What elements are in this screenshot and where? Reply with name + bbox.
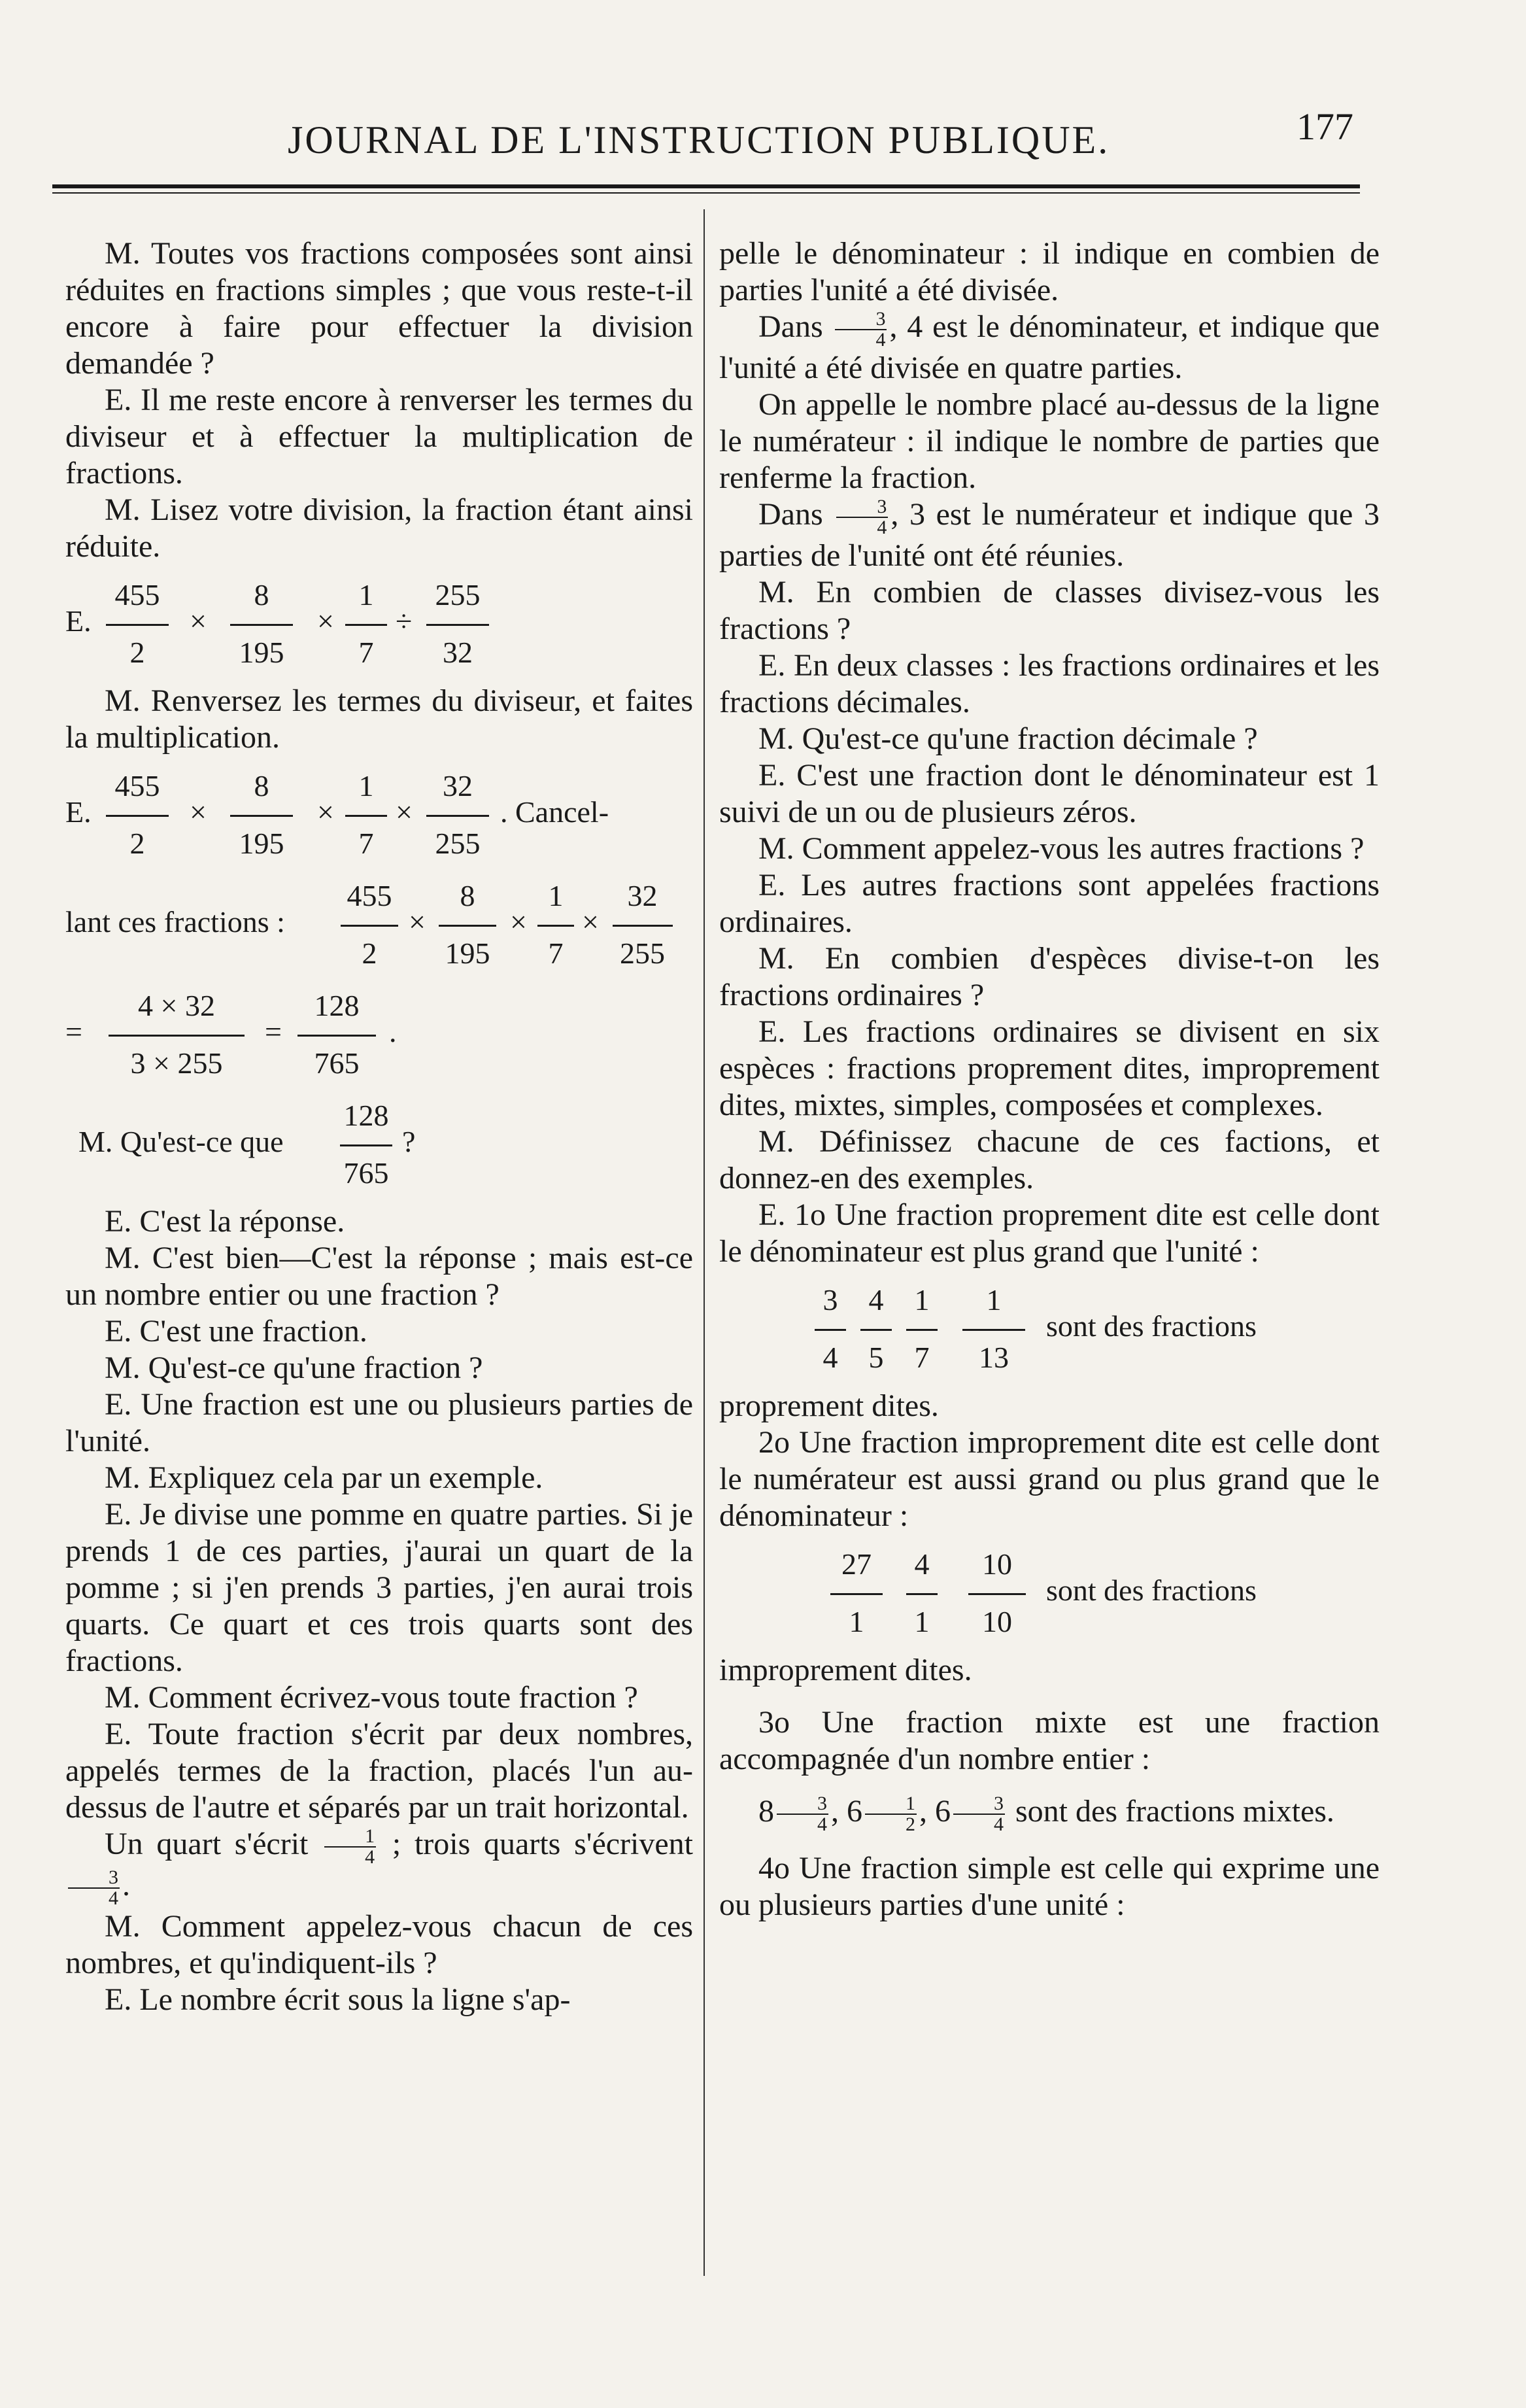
- fraction: 27 1: [824, 1546, 889, 1644]
- eq-lead: =: [65, 1015, 82, 1048]
- paragraph: M. Comment appelez-vous chacun de ces nombres, et qu'indiquent-ils ?: [65, 1908, 693, 1980]
- fraction: 4 5: [856, 1282, 896, 1380]
- operator: ×: [317, 795, 334, 829]
- text-run: sont des fractions mixtes.: [1015, 1793, 1334, 1829]
- fraction: 1 7: [902, 1282, 941, 1380]
- fraction: 128 765: [333, 1097, 399, 1195]
- text-run: , 4 est le dénominateur, et indique que l'unité a été divisée en quatre parties.: [719, 309, 1380, 385]
- paragraph: 2o Une fraction improprement dite est celle dont le numérateur est aussi grand ou plus grand que le dénominateur :: [719, 1424, 1380, 1533]
- example-improper-fractions: [719, 1546, 1380, 1644]
- eq-tail: sont des fractions: [1046, 1309, 1257, 1343]
- inline-fraction: $\frac{3}{4}$: [953, 1794, 1005, 1834]
- text-run: , 3 est le numérateur et indique que 3 parties de l'unité ont été réunies.: [719, 496, 1380, 573]
- paragraph: M. Qu'est-ce qu'une fraction ?: [105, 1350, 483, 1385]
- whole-number: 6: [847, 1793, 862, 1829]
- fraction: 4 1: [902, 1546, 941, 1644]
- paragraph: E. 1o Une fraction proprement dite est celle dont le dénominateur est plus grand que l'unité :: [719, 1197, 1380, 1269]
- text-run: ; trois quarts s'écrivent: [392, 1827, 694, 1861]
- operator: ×: [190, 795, 207, 829]
- fraction: 1 7: [340, 577, 392, 675]
- operator: ×: [396, 795, 413, 829]
- paragraph: proprement dites.: [719, 1388, 939, 1423]
- eq-lead: E.: [65, 604, 92, 638]
- right-column: [719, 235, 1380, 1923]
- column-separator: [704, 209, 705, 2276]
- paragraph: E. C'est la réponse.: [105, 1204, 345, 1239]
- eq-tail: sont des fractions: [1046, 1573, 1257, 1607]
- paragraph: improprement dites.: [719, 1652, 972, 1687]
- paragraph: M. En combien de classes divisez-vous les fractions ?: [719, 574, 1380, 646]
- inline-fraction: $\frac{1}{2}$: [865, 1794, 917, 1834]
- operator: ×: [190, 604, 207, 638]
- paragraph: E. C'est une fraction.: [105, 1314, 367, 1349]
- page-header: [59, 105, 1393, 177]
- fraction: 3 4: [811, 1282, 850, 1380]
- paragraph: E. Toute fraction s'écrit par deux nombres, appelés termes de la fraction, placés l'un au-dessus de l'autre et séparés par un trait horizontal.: [65, 1717, 693, 1825]
- fraction: 1 13: [955, 1282, 1033, 1380]
- paragraph: M. En combien d'espèces divise-t-on les fractions ordinaires ?: [719, 940, 1380, 1012]
- operator: ×: [510, 905, 527, 938]
- paragraph: [719, 309, 1380, 387]
- paragraph: M. Qu'est-ce qu'une fraction décimale ?: [758, 721, 1258, 756]
- fraction: 32 255: [605, 878, 680, 976]
- paragraph: M. C'est bien—C'est la réponse ; mais est-ce un nombre entier ou une fraction ?: [65, 1241, 693, 1312]
- operator: =: [265, 1015, 282, 1048]
- eq-lead: lant ces fractions :: [65, 905, 285, 938]
- paragraph: E. Je divise une pomme en quatre parties. Si je prends 1 de ces parties, j'aurai un quart de la pomme ; si j'en prends 3 parties, j'en aurai trois quarts. Ce quart et ces trois quarts sont des fractions.: [65, 1497, 693, 1678]
- inline-fraction: $\frac{3}{4}$: [835, 309, 887, 350]
- fraction: 455 2: [98, 577, 177, 675]
- header-rule-thin: [52, 192, 1360, 194]
- paragraph: M. Expliquez cela par un exemple.: [105, 1460, 543, 1495]
- fraction: 8 195: [222, 768, 301, 866]
- paragraph: M. Comment appelez-vous les autres fractions ?: [758, 831, 1365, 866]
- inline-fraction: $\frac{3}{4}$: [68, 1868, 120, 1908]
- header-rule-thick: [52, 184, 1360, 188]
- fraction: 8 195: [432, 878, 503, 976]
- eq-lead: E.: [65, 795, 92, 829]
- eq-tail: .: [389, 1015, 397, 1048]
- left-column: [65, 235, 693, 2018]
- inline-fraction: $\frac{3}{4}$: [836, 497, 888, 538]
- fraction: 1 7: [533, 878, 579, 976]
- inline-fraction: $\frac{3}{4}$: [777, 1794, 828, 1834]
- fraction: 255 32: [418, 577, 497, 675]
- paragraph: E. Le nombre écrit sous la ligne s'ap-: [105, 1982, 571, 2017]
- paragraph: E. Les fractions ordinaires se divisent en six espèces : fractions proprement dites, improprement dites, mixtes, simples, composées et complexes.: [719, 1014, 1380, 1122]
- equation-2: [65, 768, 693, 866]
- fraction: 8 195: [222, 577, 301, 675]
- operator: ×: [317, 604, 334, 638]
- paragraph: 3o Une fraction mixte est une fraction accompagnée d'un nombre entier :: [719, 1704, 1380, 1776]
- fraction: 128 765: [288, 988, 386, 1086]
- eq-tail: ?: [402, 1125, 416, 1158]
- text-run: Un quart s'écrit: [105, 1827, 309, 1861]
- equation-3: [65, 878, 693, 976]
- eq-lead: M. Qu'est-ce que: [78, 1125, 284, 1158]
- fraction: 455 2: [333, 878, 405, 976]
- paragraph: M. Définissez chacune de ces factions, et donnez-en des exemples.: [719, 1124, 1380, 1195]
- paragraph: E. C'est une fraction dont le dénominateur est 1 suivi de un ou de plusieurs zéros.: [719, 757, 1380, 829]
- text-run: Dans: [758, 309, 823, 344]
- fraction: 1 7: [340, 768, 392, 866]
- paragraph: E. Les autres fractions sont appelées fractions ordinaires.: [719, 867, 1380, 939]
- paragraph: M. Lisez votre division, la fraction étant ainsi réduite.: [65, 492, 693, 564]
- operator: ×: [409, 905, 426, 938]
- fraction: 455 2: [98, 768, 177, 866]
- paragraph: pelle le dénominateur : il indique en combien de parties l'unité a été divisée.: [719, 236, 1380, 307]
- text-run: Dans: [758, 496, 823, 532]
- inline-fraction: $\frac{1}{4}$: [324, 1827, 376, 1867]
- paragraph: [65, 1826, 693, 1908]
- whole-number: 8: [758, 1793, 774, 1829]
- equation-5: [65, 1097, 693, 1195]
- paragraph: E. Une fraction est une ou plusieurs parties de l'unité.: [65, 1387, 693, 1458]
- paragraph: [719, 496, 1380, 574]
- example-mixed-fractions: 8 $\frac{3}{4}$ , 6 $\frac{1}{2}$ , 6 $\frac{3}{4}$ sont des fractions mixtes.: [758, 1792, 1334, 1835]
- equation-1: [65, 577, 693, 675]
- paragraph: On appelle le nombre placé au-dessus de la ligne le numérateur : il indique le nombre de parties que renferme la fraction.: [719, 387, 1380, 495]
- paragraph: M. Toutes vos fractions composées sont ainsi réduites en fractions simples ; que vous reste-t-il encore à faire pour effectuer la division demandée ?: [65, 236, 693, 381]
- paragraph: E. En deux classes : les fractions ordinaires et les fractions décimales.: [719, 647, 1380, 719]
- fraction: 10 10: [961, 1546, 1033, 1644]
- page-number: 177: [1297, 105, 1353, 148]
- operator: ÷: [396, 604, 413, 638]
- paragraph: M. Renversez les termes du diviseur, et faites la multiplication.: [65, 683, 693, 755]
- whole-number: 6: [935, 1793, 951, 1829]
- paragraph: M. Comment écrivez-vous toute fraction ?: [105, 1680, 638, 1715]
- journal-title: JOURNAL DE L'INSTRUCTION PUBLIQUE.: [288, 118, 1110, 162]
- fraction: 32 255: [418, 768, 497, 866]
- paragraph: E. Il me reste encore à renverser les termes du diviseur et à effectuer la multiplication de fractions.: [65, 383, 693, 490]
- example-proper-fractions: [719, 1282, 1380, 1380]
- equation-4: [65, 988, 693, 1086]
- paragraph: 4o Une fraction simple est celle qui exprime une ou plusieurs parties d'une unité :: [719, 1850, 1380, 1922]
- fraction: 4 × 32 3 × 255: [92, 988, 262, 1086]
- eq-tail: . Cancel-: [500, 795, 609, 829]
- operator: ×: [582, 905, 599, 938]
- text-run: .: [122, 1867, 130, 1902]
